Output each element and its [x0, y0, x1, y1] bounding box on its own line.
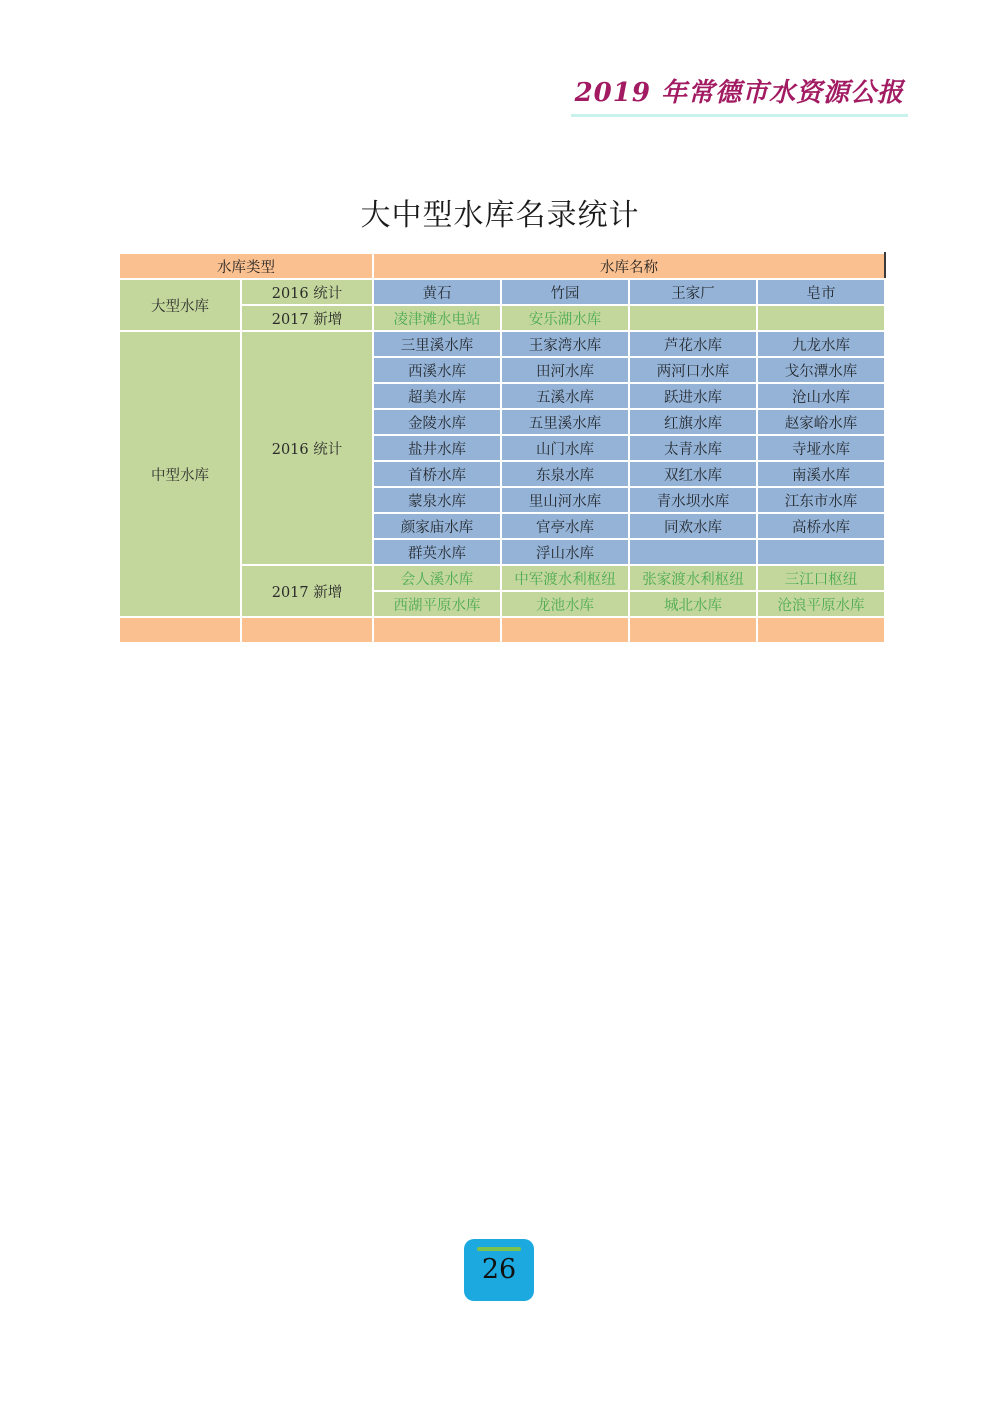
- reservoir-name-cell: 红旗水库: [629, 409, 757, 435]
- reservoir-name-cell: 颜家庙水库: [373, 513, 501, 539]
- footer-empty-cell: [757, 617, 885, 643]
- page-number-box: [464, 1239, 534, 1301]
- stat-label-cell: 2017 新增: [241, 305, 373, 331]
- reservoir-name-cell: 超美水库: [373, 383, 501, 409]
- reservoir-name-cell: 太青水库: [629, 435, 757, 461]
- reservoir-name-cell: 张家渡水利枢纽: [629, 565, 757, 591]
- reservoir-name-cell: 江东市水库: [757, 487, 885, 513]
- reservoir-name-cell: 皂市: [757, 279, 885, 305]
- page-header: [571, 72, 908, 117]
- reservoir-name-cell: 芦花水库: [629, 331, 757, 357]
- reservoir-name-cell: 九龙水库: [757, 331, 885, 357]
- reservoir-name-cell: 蒙泉水库: [373, 487, 501, 513]
- reservoir-name-cell: 五里溪水库: [501, 409, 629, 435]
- table-footer-row: [119, 617, 885, 643]
- reservoir-name-cell: 里山河水库: [501, 487, 629, 513]
- reservoir-name-cell: 金陵水库: [373, 409, 501, 435]
- reservoir-name-cell: 寺垭水库: [757, 435, 885, 461]
- reservoir-name-cell: 会人溪水库: [373, 565, 501, 591]
- table-row: [119, 279, 885, 305]
- footer-empty-cell: [629, 617, 757, 643]
- reservoir-name-cell: 沧山水库: [757, 383, 885, 409]
- header-cell-reservoir-type: 水库类型: [119, 253, 373, 279]
- reservoir-name-cell: 跃进水库: [629, 383, 757, 409]
- table-row: [119, 331, 885, 357]
- reservoir-name-cell: 高桥水库: [757, 513, 885, 539]
- footer-empty-cell: [373, 617, 501, 643]
- reservoir-name-cell: 浮山水库: [501, 539, 629, 565]
- reservoir-name-cell: 田河水库: [501, 357, 629, 383]
- reservoir-name-cell: 竹园: [501, 279, 629, 305]
- reservoir-name-cell: 官亭水库: [501, 513, 629, 539]
- footer-empty-cell: [119, 617, 241, 643]
- reservoir-name-cell: 王家厂: [629, 279, 757, 305]
- reservoir-name-cell: 首桥水库: [373, 461, 501, 487]
- page-title: 大中型水库名录统计: [360, 198, 640, 233]
- reservoir-name-cell: 凌津滩水电站: [373, 305, 501, 331]
- reservoir-name-cell: 同欢水库: [629, 513, 757, 539]
- reservoir-name-cell: 群英水库: [373, 539, 501, 565]
- type-label-cell: 大型水库: [119, 279, 241, 331]
- reservoir-table-wrap: [118, 252, 884, 644]
- empty-cell: [757, 305, 885, 331]
- reservoir-name-cell: 西溪水库: [373, 357, 501, 383]
- reservoir-name-cell: 东泉水库: [501, 461, 629, 487]
- reservoir-name-cell: 安乐湖水库: [501, 305, 629, 331]
- reservoir-name-cell: 戈尔潭水库: [757, 357, 885, 383]
- page-number-accent-bar: [477, 1247, 521, 1251]
- reservoir-name-cell: 青水坝水库: [629, 487, 757, 513]
- stat-label-cell: 2017 新增: [241, 565, 373, 617]
- reservoir-name-cell: 三里溪水库: [373, 331, 501, 357]
- page-number: 26: [481, 1254, 517, 1285]
- reservoir-table: [118, 252, 886, 644]
- reservoir-name-cell: 黄石: [373, 279, 501, 305]
- empty-cell: [629, 305, 757, 331]
- table-header-row: [119, 253, 885, 279]
- footer-empty-cell: [241, 617, 373, 643]
- reservoir-name-cell: 龙池水库: [501, 591, 629, 617]
- stat-label-cell: 2016 统计: [241, 279, 373, 305]
- reservoir-name-cell: 赵家峪水库: [757, 409, 885, 435]
- reservoir-name-cell: 中军渡水利枢纽: [501, 565, 629, 591]
- reservoir-name-cell: 南溪水库: [757, 461, 885, 487]
- stat-label-cell: 2016 统计: [241, 331, 373, 565]
- reservoir-name-cell: 王家湾水库: [501, 331, 629, 357]
- footer-empty-cell: [501, 617, 629, 643]
- empty-cell: [757, 539, 885, 565]
- reservoir-name-cell: 城北水库: [629, 591, 757, 617]
- header-cell-reservoir-name: 水库名称: [373, 253, 885, 279]
- page-header-title: 2019 年常德市水资源公报: [571, 72, 908, 117]
- reservoir-name-cell: 山门水库: [501, 435, 629, 461]
- empty-cell: [629, 539, 757, 565]
- type-label-cell: 中型水库: [119, 331, 241, 617]
- reservoir-name-cell: 盐井水库: [373, 435, 501, 461]
- reservoir-name-cell: 两河口水库: [629, 357, 757, 383]
- reservoir-name-cell: 双红水库: [629, 461, 757, 487]
- reservoir-name-cell: 五溪水库: [501, 383, 629, 409]
- reservoir-name-cell: 三江口枢纽: [757, 565, 885, 591]
- reservoir-name-cell: 西湖平原水库: [373, 591, 501, 617]
- reservoir-name-cell: 沧浪平原水库: [757, 591, 885, 617]
